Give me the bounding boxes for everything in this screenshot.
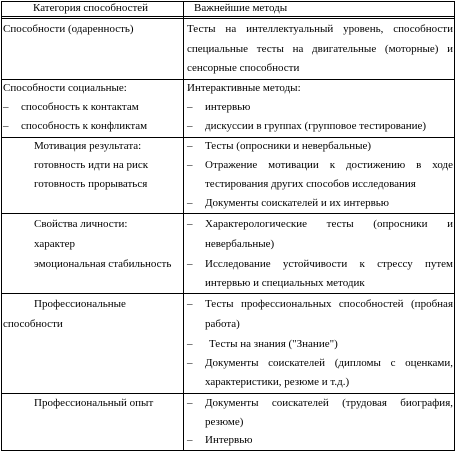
bullet: – <box>3 101 9 113</box>
row5-category-line: Профессиональные <box>34 298 126 310</box>
row-divider <box>1 79 455 80</box>
row5-method-item: Документы соискателей (дипломы с оценками, <box>205 357 453 369</box>
bullet: – <box>187 120 193 132</box>
methods-table <box>1 1 455 451</box>
row6-category: Профессиональный опыт <box>34 397 154 409</box>
row4-method-item: Исследование устойчивости к стрессу путем <box>205 258 453 270</box>
row3-category-item: готовность идти на риск <box>34 159 149 171</box>
bullet: – <box>187 357 193 369</box>
column-divider <box>183 1 184 451</box>
row2-method-item: дискуссии в группах (групповое тестирование) <box>205 120 427 132</box>
row4-method-item: Характерологические тесты (опросники и <box>205 218 453 230</box>
bullet: – <box>187 159 193 171</box>
bullet: – <box>187 140 193 152</box>
table-border-left <box>1 1 2 451</box>
row2-method-title: Интерактивные методы: <box>187 82 301 94</box>
row1-method-line: Тесты на интеллектуальный уровень, способности <box>187 23 453 35</box>
row5-method-item-cont: характеристики, резюме и т.д.) <box>205 376 350 388</box>
bullet: – <box>187 434 193 446</box>
row6-method-item: Интервью <box>205 434 253 446</box>
bullet: – <box>187 298 193 310</box>
row2-category-item: способность к конфликтам <box>21 120 148 132</box>
table-border-right <box>454 1 455 451</box>
bullet: – <box>187 397 193 409</box>
row3-method-item-cont: тестирования других способов исследования <box>205 178 416 190</box>
row6-method-item: Документы соискателей (трудовая биография, <box>205 397 453 409</box>
row5-method-item: Тесты на знания ("Знание") <box>209 338 338 350</box>
row4-category-item: эмоциональная стабильность <box>34 258 172 270</box>
row5-method-item-cont: работа) <box>205 318 240 330</box>
row3-method-item: Документы соискателей и их интервью <box>205 197 390 209</box>
header-methods: Важнейшие методы <box>194 2 288 14</box>
header-category: Категория способностей <box>33 2 149 14</box>
row4-category-title: Свойства личности: <box>34 218 128 230</box>
row-divider <box>1 213 455 214</box>
row5-category-line: способности <box>3 318 63 330</box>
row-divider <box>1 293 455 294</box>
row2-category-title: Способности социальные: <box>3 82 127 94</box>
row4-category-item: характер <box>34 238 76 250</box>
row1-method-line: сенсорные способности <box>187 62 300 74</box>
row1-category: Способности (одаренность) <box>3 23 134 35</box>
row2-category-item: способность к контактам <box>21 101 139 113</box>
row3-method-item: Тесты (опросники и невербальные) <box>205 140 372 152</box>
table-border-bottom <box>1 450 455 451</box>
row3-method-item: Отражение мотивации к достижению в ходе <box>205 159 453 171</box>
row5-method-item: Тесты профессиональных способностей (пробная <box>205 298 453 310</box>
row3-category-item: готовность прорываться <box>34 178 148 190</box>
row-divider <box>1 393 455 394</box>
row6-method-item-cont: резюме) <box>205 416 244 428</box>
bullet: – <box>187 101 193 113</box>
header-divider <box>1 16 455 19</box>
row1-method-line: специальные тесты на двигательные (моторные) и <box>187 43 453 55</box>
row2-method-item: интервью <box>205 101 251 113</box>
bullet: – <box>187 338 193 350</box>
bullet: – <box>187 218 193 230</box>
bullet: – <box>187 258 193 270</box>
row4-method-item-cont: невербальные) <box>205 238 275 250</box>
bullet: – <box>187 197 193 209</box>
row4-method-item-cont: интервью и специальных методик <box>205 277 365 289</box>
bullet: – <box>3 120 9 132</box>
row3-category-title: Мотивация результата: <box>34 140 142 152</box>
row-divider <box>1 137 455 138</box>
